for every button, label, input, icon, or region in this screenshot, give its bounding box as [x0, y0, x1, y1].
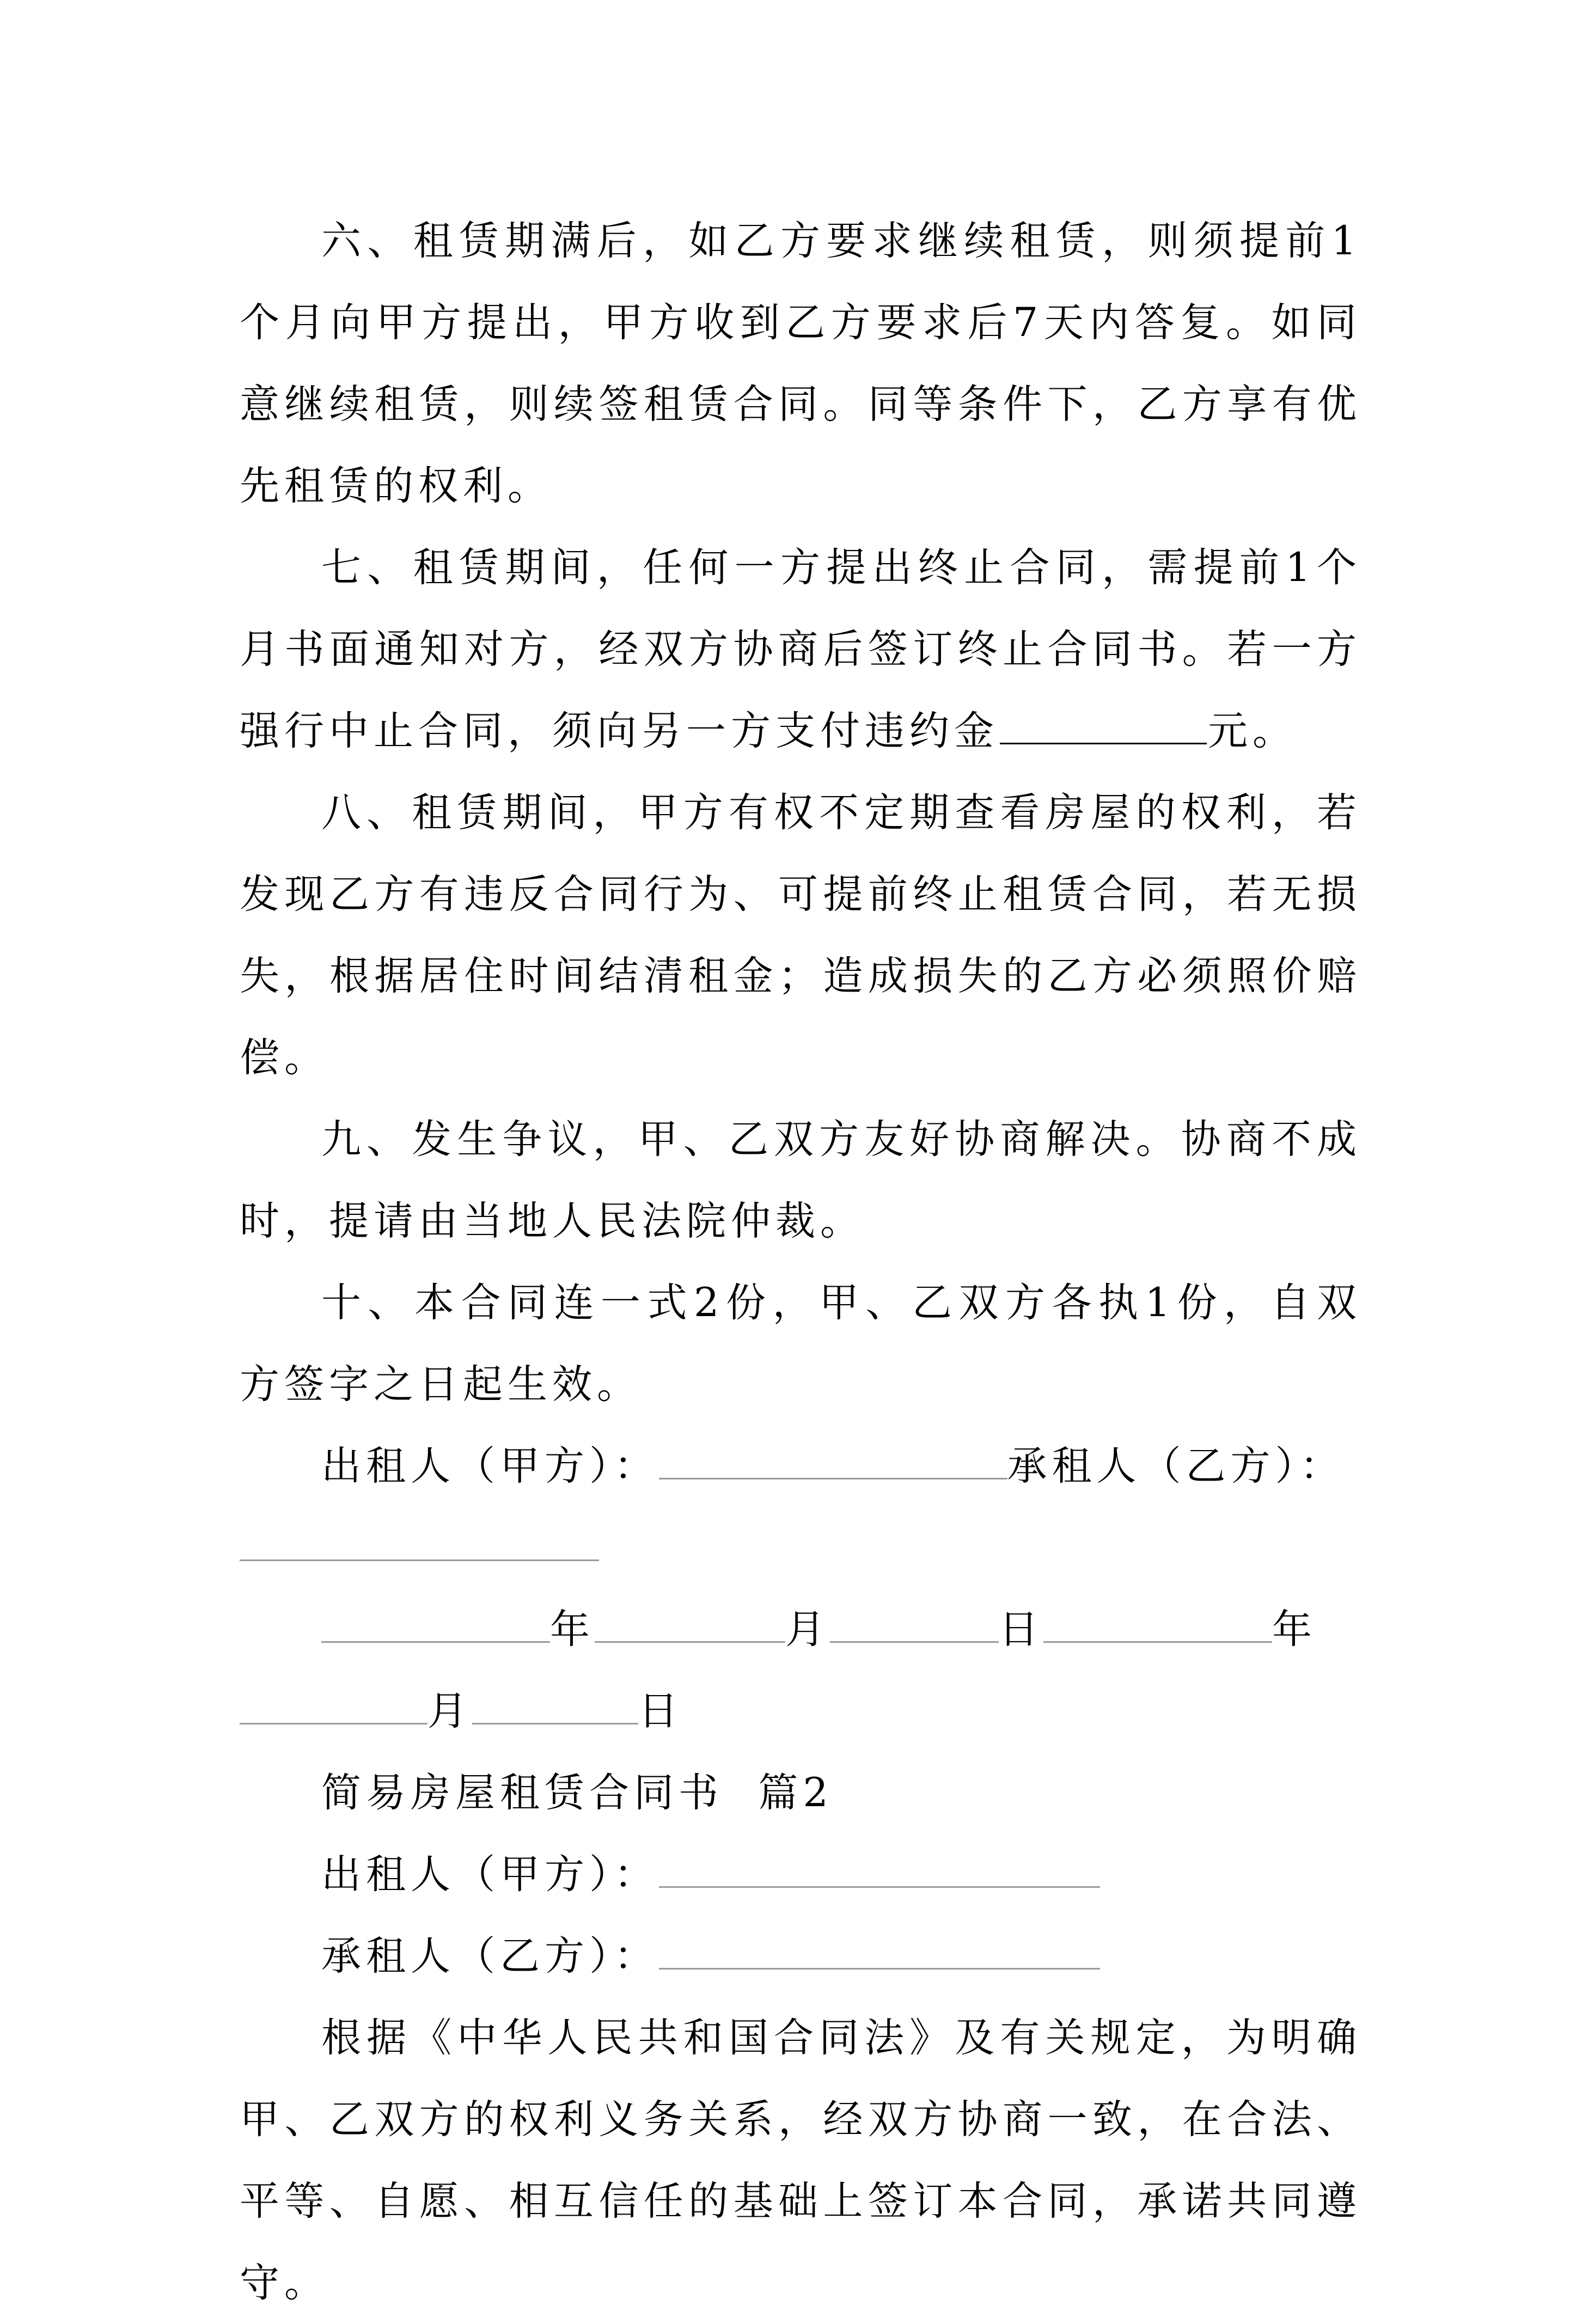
- clause-7-unit: 元。: [1208, 708, 1297, 754]
- lessor-month-blank[interactable]: [595, 1602, 785, 1643]
- document-page: [240, 200, 1361, 2324]
- section-2-lessor-blank[interactable]: [659, 1847, 1100, 1888]
- section-2-lessee-blank[interactable]: [659, 1929, 1100, 1970]
- date-line-2: [240, 1671, 1361, 1752]
- day-label: 日: [638, 1688, 683, 1734]
- clause-7-text: 七、租赁期间，任何一方提出终止合同，需提前1个月书面通知对方，经双方协商后签订终止合同书。若一方强行中止合同，须向另一方支付违约金: [240, 545, 1361, 754]
- signature-line: [240, 1426, 1361, 1507]
- lessee-signature-line: [240, 1507, 1361, 1589]
- lessee-year-blank[interactable]: [1043, 1602, 1272, 1643]
- section-2-lessor-line: [240, 1834, 1361, 1916]
- section-2-title: 简易房屋租赁合同书 篇2: [321, 1770, 833, 1816]
- lessee-label: 承租人（乙方）：: [1007, 1443, 1345, 1489]
- section-2-intro: 根据《中华人民共和国合同法》及有关规定，为明确甲、乙双方的权利义务关系，经双方协商一致，在合法、平等、自愿、相互信任的基础上签订本合同，承诺共同遵守。: [240, 2015, 1361, 2306]
- lessor-day-blank[interactable]: [830, 1602, 999, 1643]
- day-label: 日: [999, 1606, 1043, 1653]
- section-2-lessor-label: 出租人（甲方）：: [321, 1851, 659, 1898]
- lessee-day-blank[interactable]: [472, 1684, 638, 1724]
- month-label: 月: [427, 1688, 472, 1734]
- lessor-year-blank[interactable]: [321, 1602, 550, 1643]
- clause-7: [240, 527, 1361, 772]
- penalty-amount-blank[interactable]: [1000, 704, 1207, 744]
- clause-9: 九、发生争议，甲、乙双方友好协商解决。协商不成时，提请由当地人民法院仲裁。: [240, 1116, 1361, 1244]
- section-2-lessee-line: [240, 1916, 1361, 1997]
- lessor-label: 出租人（甲方）：: [321, 1443, 659, 1489]
- clause-8: 八、租赁期间，甲方有权不定期查看房屋的权利，若发现乙方有违反合同行为、可提前终止租赁合同，若无损失，根据居住时间结清租金；造成损失的乙方必须照价赔偿。: [240, 790, 1361, 1081]
- year-label: 年: [1272, 1606, 1317, 1653]
- year-label: 年: [550, 1606, 595, 1653]
- month-label: 月: [785, 1606, 830, 1653]
- lessee-signature-blank[interactable]: [240, 1520, 599, 1561]
- clause-10: 十、本合同连一式2份，甲、乙双方各执1份，自双方签字之日起生效。: [240, 1280, 1361, 1408]
- section-2-lessee-label: 承租人（乙方）：: [321, 1933, 659, 1979]
- clause-6: 六、租赁期满后，如乙方要求继续租赁，则须提前1个月向甲方提出，甲方收到乙方要求后7天内答复。如同意继续租赁，则续签租赁合同。同等条件下，乙方享有优先租赁的权利。: [240, 218, 1361, 509]
- lessee-month-blank[interactable]: [240, 1684, 427, 1724]
- date-line-1: [240, 1589, 1361, 1671]
- lessor-signature-blank[interactable]: [659, 1439, 1007, 1479]
